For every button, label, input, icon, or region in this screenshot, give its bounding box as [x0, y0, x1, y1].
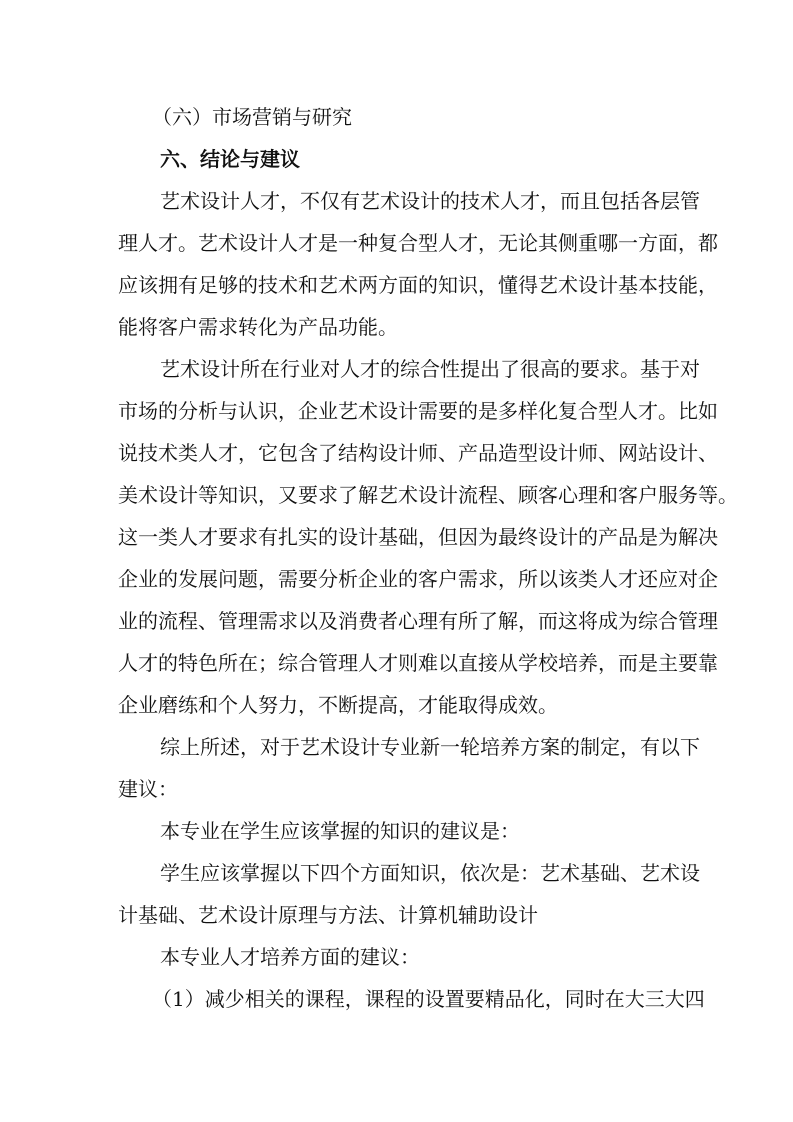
paragraph-line: 建议：: [118, 777, 178, 801]
paragraph-line: 本专业在学生应该掌握的知识的建议是：: [160, 819, 520, 843]
paragraph-line: 市场的分析与认识，企业艺术设计需要的是多样化复合型人才。比如: [118, 399, 718, 423]
paragraph-line: 企业的发展问题，需要分析企业的客户需求，所以该类人才还应对企: [118, 567, 718, 591]
subheading: （六）市场营销与研究: [152, 105, 352, 129]
paragraph-line: 这一类人才要求有扎实的设计基础，但因为最终设计的产品是为解决: [118, 525, 718, 549]
paragraph-line: 人才的特色所在；综合管理人才则难以直接从学校培养，而是主要靠: [118, 651, 718, 675]
paragraph-line: 说技术类人才，它包含了结构设计师、产品造型设计师、网站设计、: [118, 441, 718, 465]
paragraph-line: 业的流程、管理需求以及消费者心理有所了解，而这将成为综合管理: [118, 609, 718, 633]
paragraph-line: 计基础、艺术设计原理与方法、计算机辅助设计: [118, 903, 538, 927]
paragraph-line: 理人才。艺术设计人才是一种复合型人才，无论其侧重哪一方面，都: [118, 231, 718, 255]
paragraph-line: （1）减少相关的课程，课程的设置要精品化，同时在大三大四: [152, 987, 705, 1011]
paragraph-line: 能将客户需求转化为产品功能。: [118, 315, 398, 339]
paragraph-line: 企业磨练和个人努力，不断提高，才能取得成效。: [118, 693, 558, 717]
paragraph-line: 应该拥有足够的技术和艺术两方面的知识，懂得艺术设计基本技能，: [118, 273, 718, 297]
paragraph-line: 美术设计等知识，又要求了解艺术设计流程、顾客心理和客户服务等。: [118, 483, 738, 507]
paragraph-line: 艺术设计人才，不仅有艺术设计的技术人才，而且包括各层管: [160, 189, 700, 213]
section-heading: 六、结论与建议: [160, 147, 300, 171]
paragraph-line: 本专业人才培养方面的建议：: [160, 945, 420, 969]
paragraph-line: 学生应该掌握以下四个方面知识，依次是：艺术基础、艺术设: [160, 861, 700, 885]
paragraph-line: 综上所述，对于艺术设计专业新一轮培养方案的制定，有以下: [160, 735, 700, 759]
paragraph-line: 艺术设计所在行业对人才的综合性提出了很高的要求。基于对: [160, 357, 700, 381]
